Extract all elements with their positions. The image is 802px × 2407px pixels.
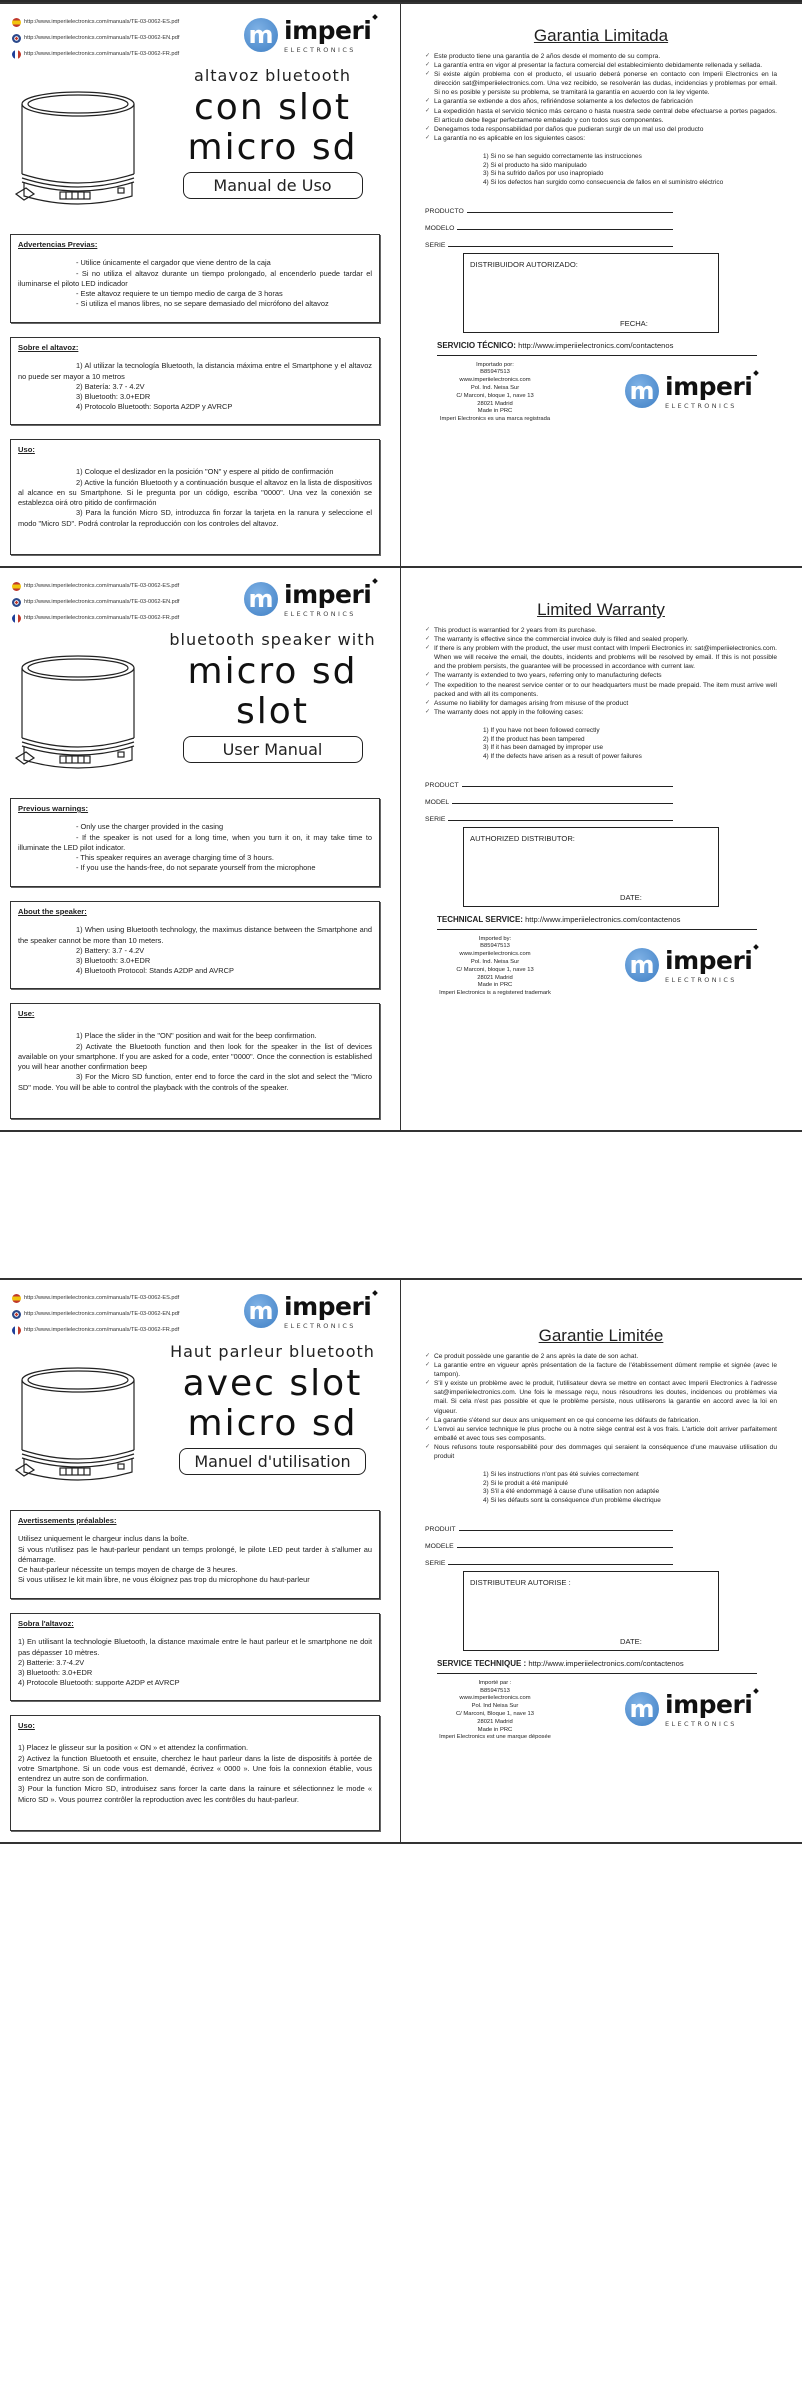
importer-line: Imperi Electronics est une marque déposée xyxy=(439,1734,551,1741)
product-field xyxy=(425,772,673,789)
importer-line: B85947513 xyxy=(480,369,510,376)
importer-line: Pol. Ind. Neisa Sur xyxy=(470,384,520,391)
warranty-exclusion: 3) If it has been damaged by improper use xyxy=(483,744,604,752)
warranty-term: ✓ Ce produit possède une garantie de 2 ans après la date de son achat. xyxy=(425,1352,777,1361)
logo-name: imperi xyxy=(284,580,372,609)
manual-link[interactable] xyxy=(12,14,179,30)
service-url[interactable]: http://www.imperiielectronics.com/contactenos xyxy=(525,914,681,924)
warranty-term: ✓ La garantie s'étend sur deux ans uniquement en ce qui concerne les défauts de fabrication. xyxy=(425,1416,777,1425)
section-box xyxy=(10,901,380,989)
warranty-term: ✓ Assume no liability for damages arising from misuse of the product xyxy=(425,699,777,708)
logo-subtitle: ELECTRONICS xyxy=(665,401,737,410)
section-paragraph: - This speaker requires an average charging time of 3 hours. xyxy=(76,853,274,863)
product-field xyxy=(425,198,673,215)
warranty-panel xyxy=(402,568,802,1130)
importer-line: www.imperiielectronics.com xyxy=(459,1695,531,1702)
warranty-terms xyxy=(425,52,777,143)
importer-line: Imperi Electronics es una marca registrada xyxy=(439,416,551,423)
flag-fr-icon xyxy=(12,614,21,623)
section-paragraph: 3) Bluetooth: 3.0+EDR xyxy=(18,1668,93,1678)
warranty-exclusions xyxy=(483,153,777,188)
warranty-term: ✓ Este producto tiene una garantía de 2 años desde el momento de su compra. xyxy=(425,52,777,61)
section-paragraph: Si vous n'utilisez pas le haut-parleur pendant un temps prolongé, le pilote LED peut tarder à s'allumer au démarrage. xyxy=(18,1544,372,1564)
manual-link[interactable] xyxy=(12,594,179,610)
flag-en-icon xyxy=(12,598,21,607)
service-label: SERVICE TECHNIQUE : xyxy=(437,1658,527,1668)
importer-line: Pol. Ind. Neisa Sur xyxy=(470,958,520,965)
warranty-exclusion: 3) S'il a été endommagé à cause d'une utilisation non adaptée xyxy=(483,1488,660,1496)
distributor-box xyxy=(463,253,719,333)
flag-es-icon xyxy=(12,582,21,591)
field-label: SERIE xyxy=(425,1559,446,1567)
section-heading: Sobra l'altavoz: xyxy=(18,1619,74,1628)
section-box xyxy=(10,337,380,425)
manual-title xyxy=(160,1342,385,1475)
service-url[interactable]: http://www.imperiielectronics.com/contactenos xyxy=(528,1658,684,1668)
title-line-2: micro sd xyxy=(187,1403,358,1444)
warranty-title: Limited Warranty xyxy=(537,600,665,619)
section-paragraph: 2) Battery: 3.7 - 4.2V xyxy=(76,945,145,955)
importer-line: 28021 Madrid xyxy=(477,974,513,981)
manual-label: Manual de Uso xyxy=(183,172,363,199)
flag-fr-icon xyxy=(12,50,21,59)
instruction-sections xyxy=(10,798,380,1133)
manual-link[interactable] xyxy=(12,610,179,626)
section-box xyxy=(10,1613,380,1701)
flag-en-icon xyxy=(12,1310,21,1319)
warranty-terms xyxy=(425,626,777,717)
divider xyxy=(437,929,757,930)
warranty-exclusion: 1) Si les instructions n'ont pas été suivies correctement xyxy=(483,1471,639,1479)
logo-subtitle: ELECTRONICS xyxy=(284,610,356,618)
speaker-illustration-icon xyxy=(14,1364,142,1486)
section-paragraph: - Si utiliza el manos libres, no se separe demasiado del micrófono del altavoz xyxy=(76,299,329,309)
product-fields xyxy=(425,772,777,823)
section-paragraph: 2) Activate the Bluetooth function and then look for the speaker in the list of devices available on your smartphone. If you are asked for a code, enter "0000". Once the connection is established you will hear another confirmation beep xyxy=(18,1041,372,1072)
section-paragraph: - Si no utiliza el altavoz durante un tiempo prolongado, al encenderlo puede tardar el iluminarse el piloto LED indicador xyxy=(18,268,372,288)
importer-line: C/ Marconi, Bloque 1, nave 13 xyxy=(456,1710,534,1717)
section-paragraph: 1) When using Bluetooth technology, the maximus distance between the Smartphone and the speaker cannot be more than 10 meters. xyxy=(18,925,372,945)
product-field xyxy=(425,1550,673,1567)
warranty-term: ✓ The expedition to the nearest service center or to our headquarters must be made prepaid. The item must arrive well packed and with all its components. xyxy=(425,681,777,699)
field-input-line[interactable] xyxy=(448,1564,673,1565)
field-input-line[interactable] xyxy=(457,229,673,230)
logo-mark-icon: m xyxy=(625,948,659,982)
warranty-exclusion: 2) If the product has been tampered xyxy=(483,735,585,743)
section-box xyxy=(10,234,380,323)
warranty-term: ✓ Denegamos toda responsabilidad por daños que pudieran surgir de un mal uso del producto xyxy=(425,125,777,134)
manual-link[interactable] xyxy=(12,1306,179,1322)
imperii-logo xyxy=(625,372,752,410)
flag-fr-icon xyxy=(12,1326,21,1335)
logo-name: imperi xyxy=(665,1689,753,1719)
importer-line: Importado por: xyxy=(476,361,514,368)
product-field xyxy=(425,232,673,249)
field-input-line[interactable] xyxy=(462,786,673,787)
flag-en-icon xyxy=(12,34,21,43)
manual-link-url[interactable]: http://www.imperiielectronics.com/manuals/TE-03-0062-EN.pdf xyxy=(24,35,180,41)
divider xyxy=(437,1673,757,1674)
manual-link[interactable] xyxy=(12,30,179,46)
section-heading: Avertissements préalables: xyxy=(18,1516,117,1525)
warranty-term: ✓ L'envoi au service technique le plus proche ou à notre siège central est à vos frais. L'article doit arriver parfaitement emballé et avec tous ses composants. xyxy=(425,1425,777,1443)
field-input-line[interactable] xyxy=(459,1530,673,1531)
manual-link-url[interactable]: http://www.imperiielectronics.com/manuals/TE-03-0062-ES.pdf xyxy=(24,19,180,25)
field-input-line[interactable] xyxy=(467,212,673,213)
title-subtitle: Haut parleur bluetooth xyxy=(170,1342,375,1361)
section-paragraph: 1) Al utilizar la tecnología Bluetooth, la distancia máxima entre el Smartphone y el altavoz no puede ser mayor a 10 metros xyxy=(18,361,372,381)
manual-link-url[interactable]: http://www.imperiielectronics.com/manuals/TE-03-0062-FR.pdf xyxy=(24,1327,180,1333)
importer-info xyxy=(425,936,565,999)
manual-link-url[interactable]: http://www.imperiielectronics.com/manuals/TE-03-0062-EN.pdf xyxy=(24,1311,180,1317)
section-paragraph: 2) Activez la function Bluetooth et ensuite, cherchez le haut parleur dans la liste de dispositifs à portée de votre Smartphone. Si un code vous est demandé, écrivez « 0000 ». Une fois la connexion établie, vous entendrez un autre son de confirmation. xyxy=(18,1753,372,1784)
service-label: SERVICIO TÉCNICO: xyxy=(437,340,516,350)
section-box xyxy=(10,1003,380,1119)
warranty-term: ✓ Si existe algún problema con el producto, el usuario deberá ponerse en contacto con Imperii Electronics en la dirección sat@imperiielectronics.com. Una vez recibido, se resolverán las dudas, incidencias y problemas por email. Si no es posible y persiste su problema, se tramitará la garantía en acuerdo con la ley vigente. xyxy=(425,70,777,97)
field-label: MODEL xyxy=(425,798,450,806)
distributor-label: AUTHORIZED DISTRIBUTOR: xyxy=(470,833,575,843)
warranty-term: ✓ The warranty is effective since the commercial invoice duly is filled and sealed properly. xyxy=(425,635,777,644)
logo-mark-icon: m xyxy=(244,1294,278,1328)
warranty-term: ✓ La expedición hasta el servicio técnico más cercano o hasta nuestra sede central debe efectuarse a portes pagados. El artículo debe llegar perfectamente embalado y con todos sus componentes. xyxy=(425,107,777,125)
importer-line: C/ Marconi, bloque 1, nave 13 xyxy=(456,966,534,973)
manual-links xyxy=(12,578,179,626)
logo-name: imperi xyxy=(284,16,372,45)
importer-info xyxy=(425,1680,565,1743)
flag-es-icon xyxy=(12,1294,21,1303)
warranty-panel xyxy=(402,4,802,566)
distributor-box xyxy=(463,1571,719,1651)
manual-cover-panel xyxy=(0,1280,401,1842)
section-box xyxy=(10,1715,380,1831)
warranty-term: ✓ S'il y existe un problème avec le produit, l'utilisateur devra se mettre en contact avec Imperii Electronics à l'adresse sat@imperiielectronics.com. Une fois le message reçu, nous résoudrons les doutes, incidences ou problèmes via mail. Si cela n'est pas possible et que le problème persiste, nous utiliserons la garantie en accord avec la loi en vigueur. xyxy=(425,1379,777,1415)
instruction-sections xyxy=(10,234,380,569)
speaker-illustration-icon xyxy=(14,88,142,210)
section-paragraph: 1) Placez le glisseur sur la position « ON » et attendez la confirmation. xyxy=(18,1743,249,1753)
importer-line: Imported by: xyxy=(478,935,512,942)
warranty-exclusion: 2) Si le produit a été manipulé xyxy=(483,1479,568,1487)
section-heading: Advertencias Previas: xyxy=(18,240,98,249)
product-field xyxy=(425,789,673,806)
warranty-panel xyxy=(402,1280,802,1842)
distributor-label: DISTRIBUIDOR AUTORIZADO: xyxy=(470,259,578,269)
section-paragraph: 2) Batterie: 3.7-4.2V xyxy=(18,1657,85,1667)
flag-es-icon xyxy=(12,18,21,27)
warranty-exclusion: 2) Si el producto ha sido manipulado xyxy=(483,161,587,169)
warranty-term: ✓ La garantía no es aplicable en los siguientes casos: xyxy=(425,134,777,143)
field-input-line[interactable] xyxy=(448,246,673,247)
section-paragraph: 3) Para la función Micro SD, introduzca fin forzar la tarjeta en la ranura y seleccione el modo "Micro SD". Podrá controlar la reproducción con los controles del altavoz. xyxy=(18,508,372,528)
manual-page-es xyxy=(0,2,802,568)
importer-line: 28021 Madrid xyxy=(477,1718,513,1725)
importer-line: Importé par : xyxy=(478,1679,512,1686)
date-label: DATE: xyxy=(620,1636,642,1646)
warranty-exclusion: 4) If the defects have arisen as a result of power failures xyxy=(483,752,642,760)
warranty-term: ✓ This product is warrantied for 2 years from its purchase. xyxy=(425,626,777,635)
manual-link-url[interactable]: http://www.imperiielectronics.com/manuals/TE-03-0062-ES.pdf xyxy=(24,583,180,589)
title-subtitle: bluetooth speaker with xyxy=(169,630,376,649)
section-paragraph: 3) Bluetooth: 3.0+EDR xyxy=(76,392,151,402)
logo-mark-icon: m xyxy=(244,582,278,616)
importer-line: Imperi Electronics is a registered trademark xyxy=(439,990,551,997)
manual-link-url[interactable]: http://www.imperiielectronics.com/manuals/TE-03-0062-FR.pdf xyxy=(24,615,180,621)
section-box xyxy=(10,439,380,555)
section-heading: About the speaker: xyxy=(18,907,87,916)
technical-service xyxy=(437,915,777,924)
importer-line: C/ Marconi, bloque 1, nave 13 xyxy=(456,392,534,399)
title-line-1: micro sd xyxy=(187,651,358,692)
imperii-logo xyxy=(244,16,371,54)
manual-cover-panel xyxy=(0,4,401,566)
product-field xyxy=(425,1533,673,1550)
section-paragraph: - If the speaker is not used for a long time, when you turn it on, it may take time to illuminate the LED pilot indicator. xyxy=(18,832,372,852)
manual-links xyxy=(12,14,179,62)
logo-subtitle: ELECTRONICS xyxy=(284,1322,356,1330)
product-fields xyxy=(425,1516,777,1567)
logo-subtitle: ELECTRONICS xyxy=(665,1719,737,1728)
date-label: FECHA: xyxy=(620,318,648,328)
section-paragraph: 1) En utilisant la technologie Bluetooth, la distance maximale entre le haut parleur et le smartphone ne doit pas dépasser 10 mètres. xyxy=(18,1637,372,1657)
manual-label: User Manual xyxy=(183,736,363,763)
section-paragraph: 2) Active la función Bluetooth y a continuación busque el altavoz en la lista de dispositivos al alcance en su Smartphone. Si le pregunta por un código, escriba "0000". Una vez la conexión se establezca oirá otro pitido de confirmación xyxy=(18,477,372,508)
manual-title xyxy=(160,630,385,763)
manual-link-url[interactable]: http://www.imperiielectronics.com/manuals/TE-03-0062-ES.pdf xyxy=(24,1295,180,1301)
product-fields xyxy=(425,198,777,249)
field-input-line[interactable] xyxy=(448,820,673,821)
section-heading: Uso: xyxy=(18,445,35,454)
product-field xyxy=(425,1516,673,1533)
imperii-logo xyxy=(625,1690,752,1728)
section-paragraph: 2) Batería: 3.7 - 4.2V xyxy=(76,381,145,391)
logo-subtitle: ELECTRONICS xyxy=(284,46,356,54)
importer-line: B85947513 xyxy=(480,1687,510,1694)
manual-page-en xyxy=(0,566,802,1132)
warranty-title: Garantie Limitée xyxy=(538,1326,664,1345)
warranty-exclusion: 4) Si les défauts sont la conséquence d'un problème électrique xyxy=(483,1497,661,1505)
product-field xyxy=(425,215,673,232)
manual-page-fr xyxy=(0,1278,802,1844)
section-paragraph: 4) Bluetooth Protocol: Stands A2DP and AVRCP xyxy=(76,966,234,976)
importer-line: 28021 Madrid xyxy=(477,400,513,407)
title-line-1: avec slot xyxy=(182,1363,363,1404)
section-heading: Sobre el altavoz: xyxy=(18,343,79,352)
distributor-label: DISTRIBUTEUR AUTORISE : xyxy=(470,1577,571,1587)
logo-name: imperi xyxy=(284,1292,372,1321)
importer-line: Made in PRC xyxy=(477,408,513,415)
section-paragraph: 4) Protocole Bluetooth: supporte A2DP et AVRCP xyxy=(18,1678,180,1688)
warranty-term: ✓ La garantía se extiende a dos años, refiriéndose solamente a los defectos de fabricación xyxy=(425,97,777,106)
section-paragraph: 3) For the Micro SD function, enter end to force the card in the slot and select the "Micro SD" mode. You will be able to control the playback with the controls of the speaker. xyxy=(18,1072,372,1092)
manual-link-url[interactable]: http://www.imperiielectronics.com/manuals/TE-03-0062-FR.pdf xyxy=(24,51,180,57)
section-paragraph: 1) Place the slider in the "ON" position and wait for the beep confirmation. xyxy=(76,1031,317,1041)
importer-line: www.imperiielectronics.com xyxy=(459,951,531,958)
warranty-exclusions xyxy=(483,727,777,762)
logo-mark-icon: m xyxy=(625,374,659,408)
warranty-title: Garantia Limitada xyxy=(533,26,669,45)
importer-line: www.imperiielectronics.com xyxy=(459,377,531,384)
section-paragraph: 3) Bluetooth: 3.0+EDR xyxy=(76,956,151,966)
section-paragraph: Utilisez uniquement le chargeur inclus dans la boîte. xyxy=(18,1534,189,1544)
speaker-illustration-icon xyxy=(14,652,142,774)
distributor-box xyxy=(463,827,719,907)
imperii-logo xyxy=(625,946,752,984)
logo-subtitle: ELECTRONICS xyxy=(665,975,737,984)
section-paragraph: 4) Protocolo Bluetooth: Soporta A2DP y AVRCP xyxy=(76,402,233,412)
section-paragraph: 3) Pour la function Micro SD, introduisez sans forcer la carte dans la rainure et sélectionnez le mode « Micro SD ». Vous pourrez contrôler la reproduction avec les contrôles du haut-parleur. xyxy=(18,1784,372,1804)
field-label: SERIE xyxy=(425,241,446,249)
logo-mark-icon: m xyxy=(244,18,278,52)
importer-line: Made in PRC xyxy=(477,1726,513,1733)
field-label: PRODUCTO xyxy=(425,207,464,215)
manual-link-url[interactable]: http://www.imperiielectronics.com/manuals/TE-03-0062-EN.pdf xyxy=(24,599,180,605)
section-paragraph: Ce haut-parleur nécessite un temps moyen de charge de 3 heures. xyxy=(18,1565,238,1575)
field-input-line[interactable] xyxy=(452,803,673,804)
warranty-exclusion: 1) Si no se han seguido correctamente las instrucciones xyxy=(483,152,642,160)
section-paragraph: - If you use the hands-free, do not separate yourself from the microphone xyxy=(76,863,316,873)
field-label: PRODUCT xyxy=(425,781,459,789)
warranty-terms xyxy=(425,1352,777,1461)
field-label: MODELE xyxy=(425,1542,454,1550)
instruction-sections xyxy=(10,1510,380,1845)
warranty-term: ✓ La garantie entre en vigueur après présentation de la facture de l'établissement dûment remplie et signée (avec le tampon). xyxy=(425,1361,777,1379)
logo-mark-icon: m xyxy=(625,1692,659,1726)
service-label: TECHNICAL SERVICE: xyxy=(437,914,523,924)
title-line-2: micro sd xyxy=(187,127,358,168)
title-subtitle: altavoz bluetooth xyxy=(194,66,351,85)
warranty-term: ✓ The warranty does not apply in the following cases: xyxy=(425,708,777,717)
section-heading: Use: xyxy=(18,1009,35,1018)
section-heading: Previous warnings: xyxy=(18,804,89,813)
section-box xyxy=(10,1510,380,1599)
manual-cover-panel xyxy=(0,568,401,1130)
importer-info xyxy=(425,362,565,425)
manual-links xyxy=(12,1290,179,1338)
warranty-term: ✓ The warranty is extended to two years, referring only to manufacturing defects xyxy=(425,671,777,680)
importer-line: B85947513 xyxy=(480,943,510,950)
manual-title xyxy=(160,66,385,199)
section-box xyxy=(10,798,380,887)
section-paragraph: 1) Coloque el deslizador en la posición "ON" y espere al pitido de confirmación xyxy=(76,467,334,477)
manual-link[interactable] xyxy=(12,1290,179,1306)
section-paragraph: Si vous utilisez le kit main libre, ne vous éloignez pas trop du microphone du haut-parleur xyxy=(18,1575,310,1585)
importer-line: Made in PRC xyxy=(477,982,513,989)
field-label: SERIE xyxy=(425,815,446,823)
warranty-exclusions xyxy=(483,1471,777,1506)
title-line-1: con slot xyxy=(194,87,351,128)
title-line-2: slot xyxy=(236,691,309,732)
product-field xyxy=(425,806,673,823)
imperii-logo xyxy=(244,1292,371,1330)
logo-name: imperi xyxy=(665,371,753,401)
service-url[interactable]: http://www.imperiielectronics.com/contactenos xyxy=(518,340,674,350)
manual-link[interactable] xyxy=(12,578,179,594)
warranty-term: ✓ Nous refusons toute responsabilité pour des dommages qui seraient la conséquence d'une mauvaise utilisation du produit xyxy=(425,1443,777,1461)
logo-name: imperi xyxy=(665,945,753,975)
field-label: MODELO xyxy=(425,224,455,232)
section-paragraph: - Only use the charger provided in the casing xyxy=(76,822,224,832)
importer-line: Pol. Ind Neisa Sur xyxy=(471,1703,519,1710)
manual-link[interactable] xyxy=(12,46,179,62)
manual-link[interactable] xyxy=(12,1322,179,1338)
section-paragraph: - Este altavoz requiere te un tiempo medio de carga de 3 horas xyxy=(76,289,283,299)
warranty-exclusion: 1) If you have not been followed correctly xyxy=(483,726,600,734)
technical-service xyxy=(437,1659,777,1668)
imperii-logo xyxy=(244,580,371,618)
field-input-line[interactable] xyxy=(457,1547,673,1548)
date-label: DATE: xyxy=(620,892,642,902)
divider xyxy=(437,355,757,356)
section-heading: Uso: xyxy=(18,1721,35,1730)
technical-service xyxy=(437,341,777,350)
warranty-exclusion: 3) Si ha sufrido daños por uso inapropiado xyxy=(483,170,604,178)
warranty-exclusion: 4) Si los defectos han surgido como consecuencia de fallos en el suministro eléctrico xyxy=(483,178,724,186)
warranty-term: ✓ La garantía entra en vigor al presentar la factura comercial del establecimiento debidamente rellenada y sellada. xyxy=(425,61,777,70)
field-label: PRODUIT xyxy=(425,1525,456,1533)
manual-label: Manuel d'utilisation xyxy=(179,1448,365,1475)
warranty-term: ✓ If there is any problem with the product, the user must contact with Imperii Electronics in: sat@imperiielectronics.com. When we will receive the email, the doubts, incidents and problems will be resolved by email. If this is not possible and the problem persists, the guarantee will be processed in accordance with current law. xyxy=(425,644,777,671)
section-paragraph: - Utilice únicamente el cargador que viene dentro de la caja xyxy=(76,258,271,268)
